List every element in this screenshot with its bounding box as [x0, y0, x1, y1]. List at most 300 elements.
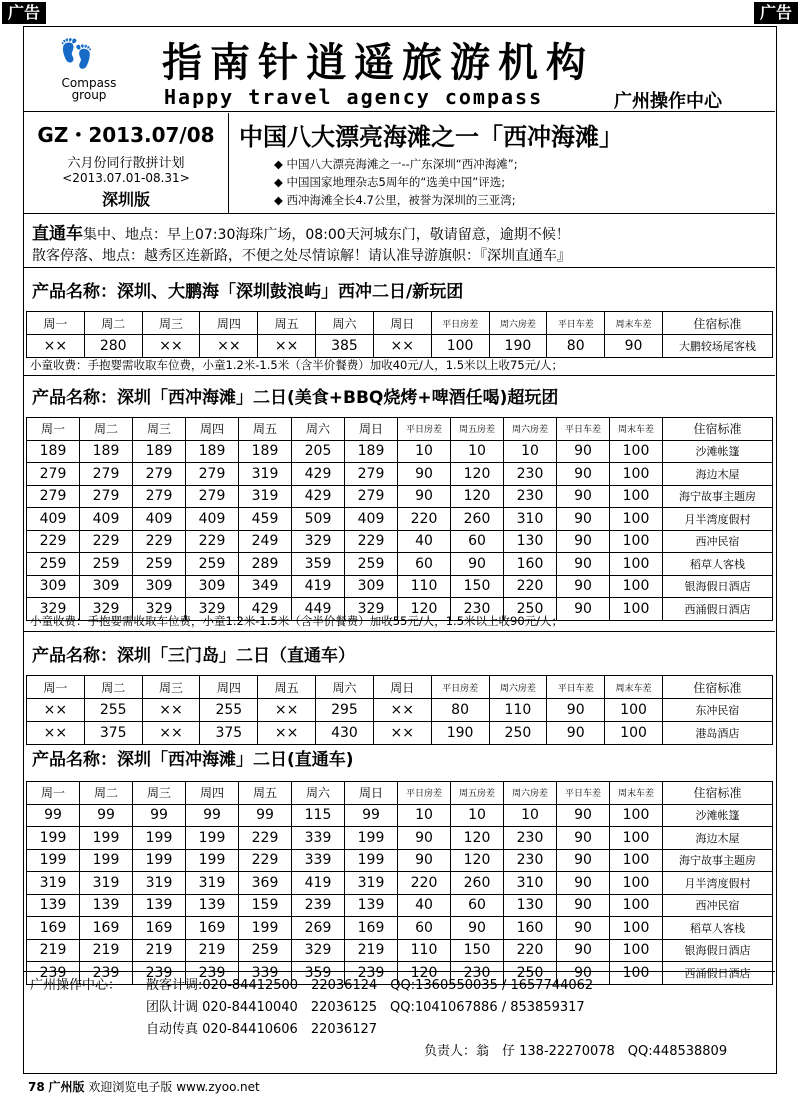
column-header: 周六 [316, 312, 374, 335]
table-cell: 409 [186, 508, 239, 531]
divider [24, 375, 775, 376]
table-cell: 229 [239, 849, 292, 872]
price-table [26, 675, 773, 745]
header [24, 27, 775, 112]
column-header: 平日房差 [398, 418, 451, 441]
table-cell: 99 [239, 804, 292, 827]
table-cell: 279 [345, 463, 398, 486]
table-cell: 90 [557, 553, 610, 576]
table-cell: 329 [80, 598, 133, 621]
table-cell: 229 [239, 827, 292, 850]
ad-label-left: 广告 [2, 2, 46, 24]
contact-line: 散客计调:020-84412500 22036124 QQ:1360550035 / 1657744062 [146, 978, 594, 993]
contact-list [146, 975, 593, 1041]
table-cell: 220 [504, 939, 557, 962]
table-cell: 月半湾度假村 [663, 872, 773, 895]
table-cell: 海边木屋 [663, 827, 773, 850]
table-cell: 120 [451, 485, 504, 508]
table-cell: 359 [292, 962, 345, 985]
table-cell: 189 [133, 440, 186, 463]
column-header: 周末车差 [605, 676, 663, 699]
contact-label: 广州操作中心： [30, 978, 122, 993]
table-cell: 110 [398, 575, 451, 598]
table-cell: 160 [504, 917, 557, 940]
table-cell: 279 [27, 463, 80, 486]
agency-name-en: Happy travel agency compass [164, 85, 544, 109]
table-cell: 100 [610, 530, 663, 553]
table-cell: 90 [557, 508, 610, 531]
table-cell: 90 [451, 553, 504, 576]
tour-code: GZ・2013.07/08 [37, 123, 215, 147]
table-cell: 310 [504, 508, 557, 531]
table-cell: 189 [186, 440, 239, 463]
table-cell: 429 [292, 463, 345, 486]
table-cell: 329 [345, 598, 398, 621]
tour-period: <2013.07.01-08.31> [62, 171, 190, 185]
table-cell: 199 [345, 827, 398, 850]
table-cell: 229 [80, 530, 133, 553]
column-header: 平日车差 [557, 418, 610, 441]
table-cell: 99 [27, 804, 80, 827]
table-row [27, 508, 773, 531]
column-header: 住宿标准 [662, 676, 772, 699]
table-cell: 309 [27, 575, 80, 598]
tour-info-box [24, 113, 229, 214]
table-cell: 沙滩帐篷 [663, 440, 773, 463]
table-cell: 239 [345, 962, 398, 985]
table-cell: ×× [258, 722, 316, 745]
table-cell: 319 [27, 872, 80, 895]
column-header: 周一 [27, 782, 80, 805]
product-title: 产品名称：深圳「西冲海滩」二日(美食+BBQ烧烤+啤酒任喝)超玩团 [32, 388, 559, 408]
table-cell: 银海假日酒店 [663, 939, 773, 962]
table-cell: 60 [451, 530, 504, 553]
table-cell: 260 [451, 872, 504, 895]
table-cell: 219 [80, 939, 133, 962]
table-cell: 90 [557, 894, 610, 917]
column-header: 平日车差 [547, 312, 605, 335]
table-cell: 219 [27, 939, 80, 962]
table-cell: 419 [292, 575, 345, 598]
table-cell: 100 [610, 485, 663, 508]
table-cell: 309 [80, 575, 133, 598]
column-header: 周二 [80, 418, 133, 441]
table-cell: 100 [610, 575, 663, 598]
column-header: 周五 [239, 418, 292, 441]
contact-line: 自动传真 020-84410606 22036127 [146, 1022, 378, 1037]
page-number: 78 [28, 1080, 45, 1094]
table-cell: 10 [451, 440, 504, 463]
table-cell: 199 [133, 849, 186, 872]
table-row [27, 894, 773, 917]
table-cell: 40 [398, 530, 451, 553]
table-cell: 375 [200, 722, 258, 745]
table-cell: 219 [345, 939, 398, 962]
table-header-row [27, 676, 773, 699]
column-header: 周三 [133, 782, 186, 805]
table-header-row [27, 312, 773, 335]
table-cell: 369 [239, 872, 292, 895]
table-cell: 419 [292, 872, 345, 895]
table-cell: 90 [398, 485, 451, 508]
table-cell: 90 [398, 827, 451, 850]
price-table [26, 417, 773, 621]
column-header: 周二 [84, 312, 142, 335]
table-cell: 90 [605, 335, 663, 358]
table-cell: 199 [27, 827, 80, 850]
table-cell: 115 [292, 804, 345, 827]
column-header: 周一 [27, 312, 85, 335]
table-cell: 230 [451, 962, 504, 985]
table-cell: 319 [80, 872, 133, 895]
table-cell: 60 [451, 894, 504, 917]
notice-assembly: 直通车集中、地点：早上07:30海珠广场，08:00天河城东门，敬请留意，逾期不候！ [32, 224, 570, 244]
table-cell: 10 [504, 440, 557, 463]
table-cell: ×× [27, 722, 85, 745]
table-cell: 169 [80, 917, 133, 940]
table-cell: 250 [504, 598, 557, 621]
table-cell: 100 [610, 463, 663, 486]
table-cell: 139 [80, 894, 133, 917]
table-cell: 139 [27, 894, 80, 917]
table-cell: 90 [557, 485, 610, 508]
table-cell: 449 [292, 598, 345, 621]
column-header: 平日房差 [431, 312, 489, 335]
table-cell: 海边木屋 [663, 463, 773, 486]
bullet-item: ◆ 西冲海滩全长4.7公里，被誉为深圳的三亚湾; [274, 193, 516, 207]
table-cell: 230 [504, 827, 557, 850]
table-cell: 90 [398, 849, 451, 872]
column-header: 周四 [200, 312, 258, 335]
table-cell: 279 [80, 485, 133, 508]
table-cell: 大鹏较场尾客栈 [662, 335, 772, 358]
table-cell: ×× [27, 699, 85, 722]
table-cell: 199 [186, 849, 239, 872]
table-cell: 150 [451, 575, 504, 598]
table-cell: 199 [239, 917, 292, 940]
column-header: 周四 [186, 418, 239, 441]
table-row [27, 335, 773, 358]
operation-center: 广州操作中心 [614, 91, 722, 112]
table-cell: 429 [292, 485, 345, 508]
table-cell: 120 [451, 827, 504, 850]
table-row [27, 722, 773, 745]
table-cell: 120 [398, 962, 451, 985]
table-cell: 239 [292, 894, 345, 917]
table-cell: 199 [345, 849, 398, 872]
table-cell: 339 [292, 827, 345, 850]
table-cell: 西冲民宿 [663, 894, 773, 917]
column-header: 住宿标准 [662, 312, 772, 335]
table-cell: 339 [239, 962, 292, 985]
table-cell: ×× [142, 335, 200, 358]
table-cell: ×× [373, 699, 431, 722]
table-cell: 110 [489, 699, 547, 722]
table-cell: 255 [84, 699, 142, 722]
table-cell: 259 [133, 553, 186, 576]
table-cell: ×× [258, 335, 316, 358]
table-cell: 90 [557, 939, 610, 962]
table-cell: 150 [451, 939, 504, 962]
table-cell: 东冲民宿 [662, 699, 772, 722]
table-cell: 100 [610, 440, 663, 463]
column-header: 住宿标准 [663, 418, 773, 441]
table-cell: 100 [610, 872, 663, 895]
table-cell: 280 [84, 335, 142, 358]
table-header-row [27, 418, 773, 441]
table-cell: 349 [239, 575, 292, 598]
table-cell: 120 [451, 463, 504, 486]
column-header: 周末车差 [605, 312, 663, 335]
divider [24, 267, 775, 268]
table-cell: 99 [80, 804, 133, 827]
table-cell: 西冲民宿 [663, 530, 773, 553]
table-cell: 90 [557, 440, 610, 463]
table-cell: 100 [610, 894, 663, 917]
table-row [27, 575, 773, 598]
table-cell: 295 [316, 699, 374, 722]
table-row [27, 530, 773, 553]
column-header: 周日 [373, 676, 431, 699]
table-cell: ×× [142, 699, 200, 722]
column-header: 周二 [80, 782, 133, 805]
table-row [27, 917, 773, 940]
table-cell: 509 [292, 508, 345, 531]
table-cell: 375 [84, 722, 142, 745]
table-cell: 229 [186, 530, 239, 553]
table-cell: 60 [398, 917, 451, 940]
table-cell: 279 [133, 485, 186, 508]
column-header: 住宿标准 [663, 782, 773, 805]
table-cell: 189 [239, 440, 292, 463]
table-cell: 339 [292, 849, 345, 872]
table-cell: 120 [451, 849, 504, 872]
table-cell: 100 [610, 917, 663, 940]
table-cell: 银海假日酒店 [663, 575, 773, 598]
column-header: 周末车差 [610, 782, 663, 805]
divider [24, 971, 775, 972]
table-cell: 稻草人客栈 [663, 553, 773, 576]
table-cell: 190 [431, 722, 489, 745]
table-cell: 459 [239, 508, 292, 531]
table-cell: 90 [557, 962, 610, 985]
column-header: 周六 [316, 676, 374, 699]
table-row [27, 440, 773, 463]
table-cell: 100 [610, 553, 663, 576]
table-cell: 329 [27, 598, 80, 621]
table-cell: 279 [186, 463, 239, 486]
table-cell: ×× [258, 699, 316, 722]
table-cell: 90 [557, 827, 610, 850]
product-title: 产品名称：深圳「西冲海滩」二日(直通车) [32, 750, 354, 770]
table-cell: 329 [186, 598, 239, 621]
table-cell: 90 [398, 463, 451, 486]
table-cell: 100 [605, 722, 663, 745]
table-cell: 10 [504, 804, 557, 827]
table-cell: 239 [133, 962, 186, 985]
table-cell: 90 [557, 804, 610, 827]
column-header: 周一 [27, 418, 80, 441]
column-header: 周四 [200, 676, 258, 699]
table-cell: 90 [557, 463, 610, 486]
table-cell: 海宁故事主题房 [663, 849, 773, 872]
table-cell: 海宁故事主题房 [663, 485, 773, 508]
table-cell: 319 [239, 485, 292, 508]
table-cell: 310 [504, 872, 557, 895]
table-row [27, 872, 773, 895]
column-header: 周六房差 [504, 418, 557, 441]
table-cell: ×× [200, 335, 258, 358]
table-cell: 100 [610, 849, 663, 872]
table-cell: 139 [186, 894, 239, 917]
footer-text: 欢迎浏览电子版 www.zyoo.net [88, 1080, 260, 1094]
table-cell: 90 [557, 872, 610, 895]
table-cell: 329 [133, 598, 186, 621]
tour-plan: 六月份同行散拼计划 [67, 156, 185, 171]
column-header: 周六房差 [504, 782, 557, 805]
column-header: 周日 [345, 782, 398, 805]
table-cell: 329 [292, 939, 345, 962]
table-cell: 269 [292, 917, 345, 940]
table-cell: 169 [345, 917, 398, 940]
product-title: 产品名称：深圳「三门岛」二日（直通车） [32, 646, 355, 666]
headline: 中国八大漂亮海滩之一「西冲海滩」 [239, 123, 623, 151]
contact-line: 团队计调 020-84410040 22036125 QQ:1041067886 / 853859317 [146, 1000, 585, 1015]
column-header: 周三 [133, 418, 186, 441]
table-cell: 239 [27, 962, 80, 985]
table-cell: 100 [431, 335, 489, 358]
table-cell: 160 [504, 553, 557, 576]
bullet-list [274, 155, 518, 209]
table-cell: 199 [133, 827, 186, 850]
table-cell: ×× [373, 335, 431, 358]
column-header: 周末车差 [610, 418, 663, 441]
column-header: 平日车差 [547, 676, 605, 699]
table-cell: 220 [398, 508, 451, 531]
table-row [27, 699, 773, 722]
notice-dropoff: 散客停落、地点：越秀区连新路，不便之处尽情谅解！请认准导游旗帜：『深圳直通车』 [32, 248, 571, 264]
table-cell: 319 [186, 872, 239, 895]
table-cell: 169 [27, 917, 80, 940]
table-cell: 229 [27, 530, 80, 553]
table-cell: 199 [80, 827, 133, 850]
table-cell: 90 [557, 530, 610, 553]
table-cell: 255 [200, 699, 258, 722]
logo [49, 37, 129, 107]
table-cell: 10 [451, 804, 504, 827]
table-cell: 90 [557, 575, 610, 598]
table-cell: 279 [80, 463, 133, 486]
footer [28, 1078, 260, 1095]
table-cell: 189 [27, 440, 80, 463]
table-cell: 230 [504, 463, 557, 486]
table-cell: 259 [345, 553, 398, 576]
table-cell: 259 [80, 553, 133, 576]
table-cell: 80 [547, 335, 605, 358]
table-cell: ×× [373, 722, 431, 745]
table-cell: 329 [292, 530, 345, 553]
table-cell: 99 [345, 804, 398, 827]
table-cell: 259 [27, 553, 80, 576]
table-cell: 90 [557, 917, 610, 940]
table-cell: 219 [133, 939, 186, 962]
table-cell: 80 [431, 699, 489, 722]
table-cell: 100 [610, 804, 663, 827]
column-header: 周日 [373, 312, 431, 335]
column-header: 平日房差 [431, 676, 489, 699]
footprint-icon: 👣 [59, 37, 88, 70]
column-header: 平日车差 [557, 782, 610, 805]
table-cell: 199 [80, 849, 133, 872]
table-row [27, 939, 773, 962]
table-cell: 沙滩帐篷 [663, 804, 773, 827]
table-row [27, 804, 773, 827]
table-cell: 219 [186, 939, 239, 962]
table-cell: 229 [345, 530, 398, 553]
table-cell: 239 [80, 962, 133, 985]
agency-name-cn: 指南针逍遥旅游机构 [162, 40, 594, 86]
table-cell: 385 [316, 335, 374, 358]
table-cell: 319 [239, 463, 292, 486]
column-header: 周一 [27, 676, 85, 699]
table-cell: 199 [186, 827, 239, 850]
table-cell: 199 [27, 849, 80, 872]
table-cell: 90 [547, 722, 605, 745]
table-cell: 250 [489, 722, 547, 745]
column-header: 周五 [258, 676, 316, 699]
table-cell: 409 [345, 508, 398, 531]
divider [24, 213, 775, 214]
table-cell: 279 [133, 463, 186, 486]
table-cell: 220 [504, 575, 557, 598]
table-cell: 110 [398, 939, 451, 962]
table-cell: 279 [27, 485, 80, 508]
table-cell: 99 [186, 804, 239, 827]
table-cell: 159 [239, 894, 292, 917]
table-cell: 230 [504, 849, 557, 872]
table-cell: 189 [80, 440, 133, 463]
table-cell: 100 [610, 827, 663, 850]
table-cell: 189 [345, 440, 398, 463]
table-cell: 309 [186, 575, 239, 598]
table-cell: 99 [133, 804, 186, 827]
table-cell: 205 [292, 440, 345, 463]
column-header: 周六 [292, 418, 345, 441]
column-header: 周五房差 [451, 418, 504, 441]
table-cell: 100 [610, 508, 663, 531]
table-cell: 249 [239, 530, 292, 553]
table-cell: 100 [605, 699, 663, 722]
table-cell: 100 [610, 598, 663, 621]
table-cell: 259 [186, 553, 239, 576]
table-cell: 130 [504, 530, 557, 553]
table-cell: 西涌假日酒店 [663, 598, 773, 621]
table-cell: 220 [398, 872, 451, 895]
table-cell: 279 [186, 485, 239, 508]
table-cell: 港岛酒店 [662, 722, 772, 745]
table-cell: 90 [547, 699, 605, 722]
table-cell: 289 [239, 553, 292, 576]
bullet-item: ◆ 中国八大漂亮海滩之一--广东深圳“西冲海滩”; [274, 157, 518, 171]
table-cell: 190 [489, 335, 547, 358]
product-title: 产品名称：深圳、大鹏海「深圳鼓浪屿」西冲二日/新玩团 [32, 282, 464, 302]
table-cell: 40 [398, 894, 451, 917]
column-header: 周五房差 [451, 782, 504, 805]
table-cell: 169 [186, 917, 239, 940]
table-cell: 409 [27, 508, 80, 531]
table-cell: 西涌假日酒店 [663, 962, 773, 985]
column-header: 周三 [142, 676, 200, 699]
